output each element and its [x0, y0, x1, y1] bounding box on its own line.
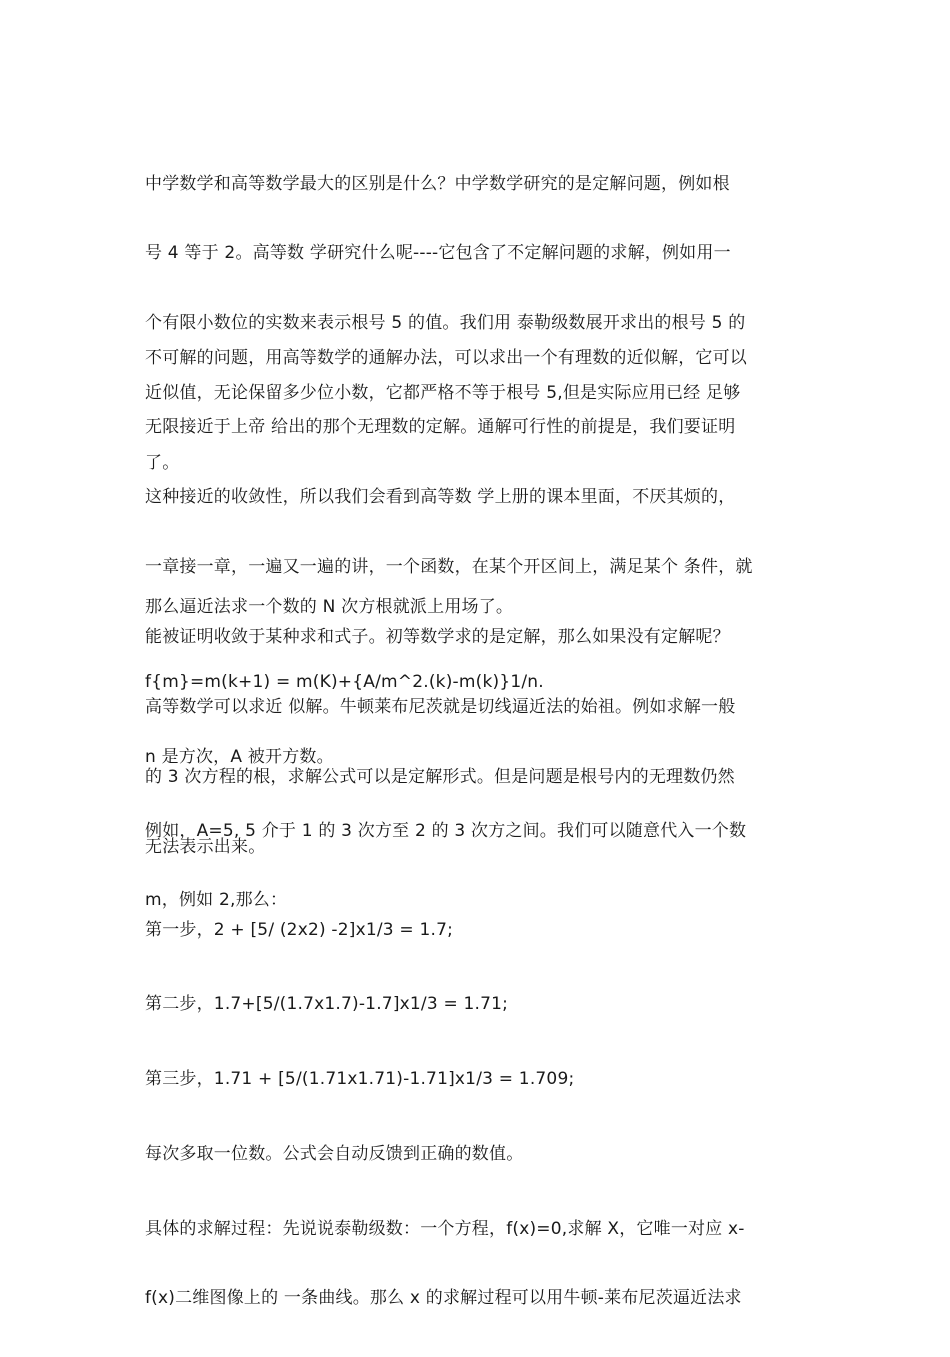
- text-line: 的 3 次方程的根，求解公式可以是定解形式。但是问题是根号内的无理数仍然: [145, 766, 735, 787]
- text-line: 近似值，无论保留多少位小数，它都严格不等于根号 5,但是实际应用已经 足够: [145, 383, 741, 404]
- formula-line: f{m}=m(k+1) = m(K)+{A/m^2.(k)-m(k)}1/n.: [145, 671, 544, 692]
- text-line: 一章接一章，一遍又一遍的讲，一个函数，在某个开区间上，满足某个 条件，就: [145, 557, 753, 578]
- text-line: 不可解的问题，用高等数学的通解办法，可以求出一个有理数的近似解，它可以: [145, 347, 747, 368]
- text-line: 号 4 等于 2。高等数 学研究什么呢----它包含了不定解问题的求解，例如用一: [145, 243, 731, 264]
- text-line: f(x)二维图像上的 一条曲线。那么 x 的求解过程可以用牛顿-莱布尼茨逼近法求: [145, 1288, 742, 1309]
- text-line: 每次多取一位数。公式会自动反馈到正确的数值。: [145, 1143, 524, 1164]
- text-line: 中学数学和高等数学最大的区别是什么？中学数学研究的是定解问题，例如根: [145, 173, 730, 194]
- text-line: 能被证明收敛于某种求和式子。初等数学求的是定解，那么如果没有定解呢？: [145, 627, 730, 648]
- paragraph-solving-process: [145, 1171, 809, 1357]
- text-line: 那么逼近法求一个数的 N 次方根就派上用场了。: [145, 596, 514, 617]
- text-line: 例如，A=5, 5 介于 1 的 3 次方至 2 的 3 次方之间。我们可以随意代入一个数: [145, 820, 747, 841]
- text-line: m，例如 2,那么：: [145, 890, 288, 911]
- text-line: 无限接近于上帝 给出的那个无理数的定解。通解可行性的前提是，我们要证明: [145, 417, 736, 438]
- text-line: 这种接近的收敛性，所以我们会看到高等数 学上册的课本里面，不厌其烦的，: [145, 487, 736, 508]
- text-line: 了。: [145, 453, 180, 474]
- text-line: 第一步，2 + [5/ (2x2) -2]x1/3 = 1.7;: [145, 919, 454, 940]
- text-line: 第二步，1.7+[5/(1.7x1.7)-1.7]x1/3 = 1.71;: [145, 993, 509, 1014]
- text-line: n 是方次，A 被开方数。: [145, 746, 334, 767]
- text-line: 具体的求解过程：先说说泰勒级数：一个方程，f(x)=0,求解 X，它唯一对应 x-: [145, 1218, 745, 1239]
- text-line: 高等数学可以求近 似解。牛顿莱布尼茨就是切线逼近法的始祖。例如求解一般: [145, 697, 736, 718]
- text-line: 第三步，1.71 + [5/(1.71x1.71)-1.71]x1/3 = 1.709;: [145, 1068, 575, 1089]
- text-line: 无法表示出来。: [145, 836, 266, 857]
- text-line: 个有限小数位的实数来表示根号 5 的值。我们用 泰勒级数展开求出的根号 5 的: [145, 313, 746, 334]
